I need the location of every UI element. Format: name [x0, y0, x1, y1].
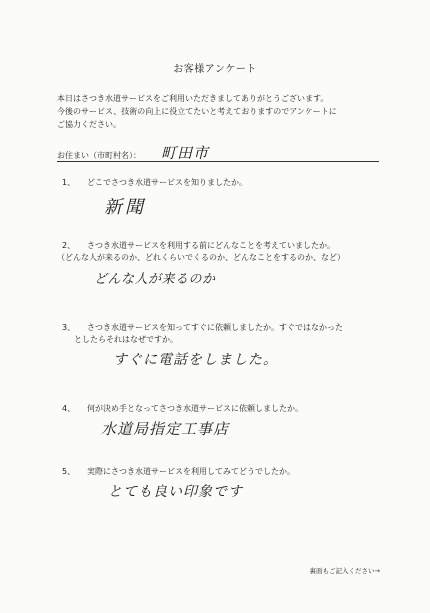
question-number: 1、 [62, 178, 76, 187]
answer-3[interactable]: すぐに電話をしました。 [113, 352, 278, 368]
address-underline [57, 161, 379, 162]
answer-4[interactable]: 水道局指定工事店 [101, 420, 230, 438]
intro-line: 本日はさつき水道サービスをご利用いただきましてありがとうございます。 [57, 94, 329, 103]
address-answer: 町田市 [161, 144, 210, 162]
question-subtext: （どんな人が来るのか、どれくらいでくるのか、どんなことをするのか、など） [57, 253, 345, 262]
question-number: 5、 [62, 467, 76, 476]
page-title: お客様アンケート [173, 64, 257, 75]
intro-text [57, 92, 387, 131]
question-text: さつき水道サービスを利用する前にどんなことを考えていましたか。 [87, 241, 335, 250]
footer-note: 裏面もご記入ください→ [309, 567, 380, 575]
question-number: 3、 [62, 323, 76, 332]
intro-line: ご協力ください。 [57, 120, 121, 129]
question-number: 4、 [62, 404, 76, 413]
question-subtext: としたらそれはなぜですか。 [74, 335, 178, 344]
question-text: さつき水道サービスを知ってすぐに依頼しましたか。すぐではなかった [87, 323, 343, 332]
address-field[interactable] [57, 146, 379, 162]
intro-line: 今後のサービス、技術の向上に役立てたいと考えておりますのでアンケートに [57, 107, 337, 116]
address-label: お住まい（市町村名）： [57, 151, 141, 160]
answer-2[interactable]: どんな人が来るのか [94, 272, 216, 287]
question-number: 2、 [62, 241, 76, 250]
question-text: 何が決め手となってさつき水道サービスに依頼しましたか。 [87, 404, 303, 413]
question-text: どこでさつき水道サービスを知りましたか。 [87, 178, 247, 187]
question-text: 実際にさつき水道サービスを利用してみてどうでしたか。 [87, 467, 295, 476]
answer-1[interactable]: 新聞 [104, 197, 146, 218]
answer-5[interactable]: とても良い印象です [108, 484, 243, 500]
